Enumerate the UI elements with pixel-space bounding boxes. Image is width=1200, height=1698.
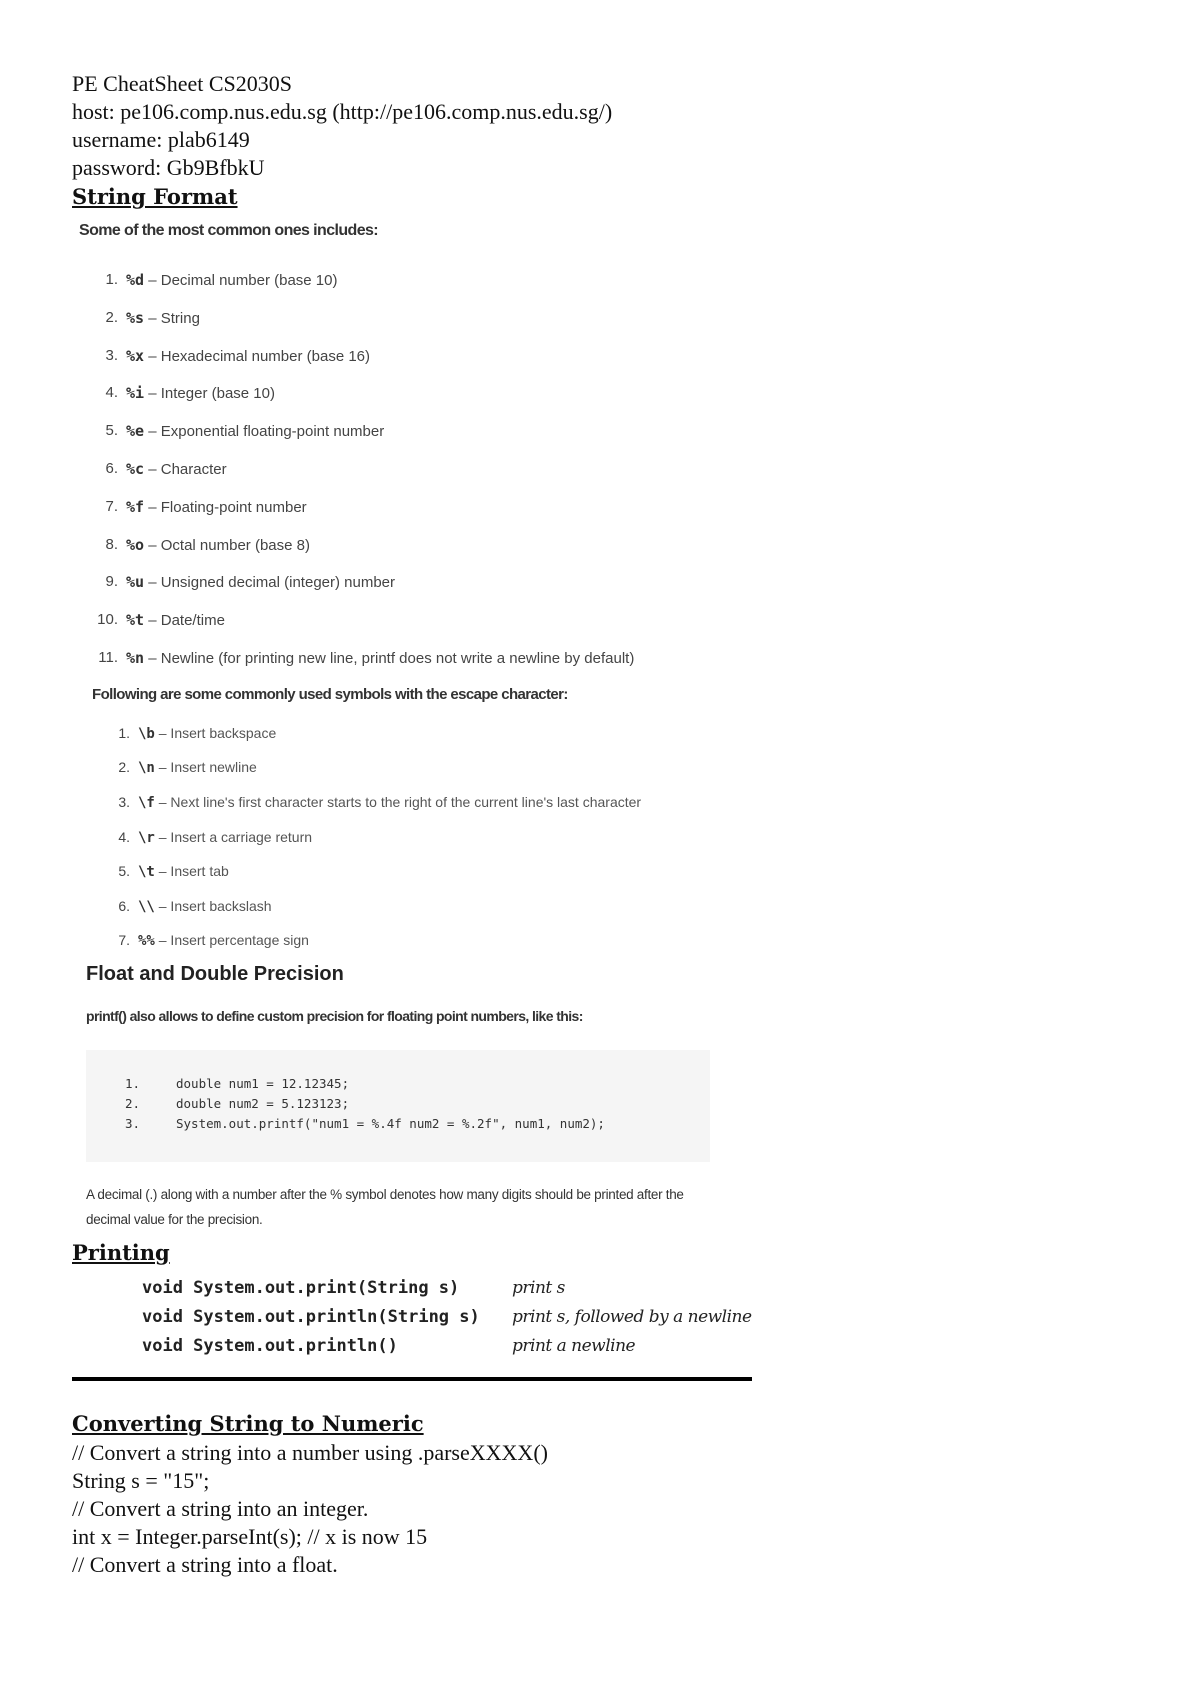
list-item: 11. %n – Newline (for printing new line, printf does not write a newline by default) bbox=[98, 648, 635, 667]
list-item: 6. \\ – Insert backslash bbox=[118, 897, 272, 915]
precision-note: A decimal (.) along with a number after the % symbol denotes how many digits should be printed after the decimal value for the precision. bbox=[86, 1186, 684, 1227]
specifier-desc: – Floating-point number bbox=[144, 498, 307, 516]
body-line: String s = "15"; bbox=[72, 1467, 210, 1493]
list-item: 2. \n – Insert newline bbox=[118, 759, 257, 777]
list-item: 5. \t – Insert tab bbox=[118, 863, 229, 881]
escape-code: %% bbox=[138, 933, 155, 950]
table-row bbox=[142, 1274, 1132, 1303]
specifier-list bbox=[72, 262, 1132, 678]
specifier-desc: – Date/time bbox=[144, 612, 225, 630]
method-description: print a newline bbox=[512, 1335, 636, 1356]
string-format-screenshot bbox=[79, 222, 1132, 959]
specifier-desc: – Character bbox=[144, 460, 227, 478]
method-description: print s bbox=[512, 1277, 565, 1298]
body-line: // Convert a string into a number using .parseXXXX() bbox=[72, 1439, 548, 1465]
escape-desc: – Insert newline bbox=[154, 759, 257, 776]
list-item: 7. %% – Insert percentage sign bbox=[118, 932, 309, 950]
escape-code: \b bbox=[138, 725, 155, 742]
specifiers-intro: Some of the most common ones includes: bbox=[79, 222, 379, 239]
specifier-code: %t bbox=[126, 611, 145, 630]
escape-code: \n bbox=[138, 760, 155, 777]
specifier-code: %u bbox=[126, 573, 145, 592]
body-line: // Convert a string into an integer. bbox=[72, 1495, 369, 1521]
code-block bbox=[86, 1050, 710, 1162]
specifier-code: %i bbox=[126, 384, 145, 403]
specifier-code: %n bbox=[126, 648, 145, 667]
list-item: 4. %i – Integer (base 10) bbox=[105, 384, 275, 403]
specifier-code: %o bbox=[126, 535, 145, 554]
list-item: 9. %u – Unsigned decimal (integer) number bbox=[105, 573, 396, 592]
specifier-code: %d bbox=[126, 271, 145, 289]
body-line: int x = Integer.parseInt(s); // x is now 15 bbox=[72, 1523, 428, 1549]
escape-desc: – Insert tab bbox=[154, 863, 229, 880]
list-item: 3. \f – Next line's first character starts to the right of the current line's last character bbox=[118, 793, 642, 811]
table-row bbox=[142, 1303, 1132, 1332]
list-item: 6. %c – Character bbox=[105, 459, 227, 478]
escape-desc: – Insert a carriage return bbox=[154, 828, 313, 845]
specifier-desc: – Integer (base 10) bbox=[144, 385, 275, 403]
converting-heading: Converting String to Numeric bbox=[72, 1410, 424, 1436]
method-signature: void System.out.println() bbox=[142, 1335, 398, 1356]
escape-intro: Following are some commonly used symbols with the escape character: bbox=[92, 685, 568, 703]
table-row bbox=[142, 1332, 1132, 1361]
escape-desc: – Insert backslash bbox=[154, 897, 272, 914]
specifier-desc: – Unsigned decimal (integer) number bbox=[144, 574, 396, 592]
specifier-desc: – Hexadecimal number (base 16) bbox=[144, 347, 371, 365]
list-item: 3. %x – Hexadecimal number (base 16) bbox=[105, 346, 371, 365]
list-item: 4. \r – Insert a carriage return bbox=[118, 828, 313, 846]
specifier-desc: – Newline (for printing new line, printf does not write a newline by default) bbox=[144, 649, 635, 667]
escape-code: \t bbox=[138, 864, 155, 881]
specifier-desc: – String bbox=[144, 309, 200, 327]
escape-desc: – Insert percentage sign bbox=[154, 932, 309, 949]
list-item: 1. %d – Decimal number (base 10) bbox=[105, 271, 338, 289]
horizontal-rule bbox=[72, 1377, 752, 1381]
specifier-code: %s bbox=[126, 308, 145, 327]
specifier-code: %e bbox=[126, 422, 145, 441]
method-description: print s, followed by a newline bbox=[512, 1306, 752, 1327]
method-signature: void System.out.println(String s) bbox=[142, 1306, 480, 1327]
specifier-desc: – Decimal number (base 10) bbox=[144, 272, 338, 289]
precision-intro: printf() also allows to define custom precision for floating point numbers, like this: bbox=[86, 1007, 583, 1024]
username-line: username: plab6149 bbox=[72, 127, 250, 152]
list-item: 2. %s – String bbox=[105, 308, 200, 327]
specifier-desc: – Octal number (base 8) bbox=[144, 536, 310, 554]
code-line: 2. double num2 = 5.123123; bbox=[124, 1095, 350, 1111]
document-page bbox=[72, 70, 1132, 1579]
printing-heading: Printing bbox=[72, 1239, 170, 1265]
code-line: 3. System.out.printf("num1 = %.4f num2 = %.2f", num1, num2); bbox=[124, 1115, 605, 1131]
specifier-desc: – Exponential floating-point number bbox=[144, 423, 385, 441]
specifier-code: %x bbox=[126, 346, 145, 365]
list-item: 8. %o – Octal number (base 8) bbox=[105, 535, 310, 554]
escape-code: \r bbox=[138, 829, 155, 846]
list-item: 5. %e – Exponential floating-point number bbox=[105, 422, 385, 441]
escape-code: \\ bbox=[138, 898, 155, 915]
list-item: 10. %t – Date/time bbox=[97, 611, 225, 630]
escape-desc: – Next line's first character starts to the right of the current line's last character bbox=[154, 793, 642, 810]
host-line: host: pe106.comp.nus.edu.sg (http://pe106.comp.nus.edu.sg/) bbox=[72, 99, 613, 124]
precision-screenshot bbox=[86, 963, 1132, 1232]
specifier-code: %f bbox=[126, 497, 145, 516]
string-format-heading: String Format bbox=[72, 184, 238, 209]
password-line: password: Gb9BfbkU bbox=[72, 155, 265, 180]
doc-title: PE CheatSheet CS2030S bbox=[72, 71, 293, 96]
printing-table bbox=[142, 1274, 1132, 1361]
method-signature: void System.out.print(String s) bbox=[142, 1277, 460, 1298]
escape-code: \f bbox=[138, 794, 155, 811]
escape-list bbox=[82, 717, 1132, 959]
specifier-code: %c bbox=[126, 459, 145, 478]
code-line: 1. double num1 = 12.12345; bbox=[124, 1075, 350, 1091]
list-item: 7. %f – Floating-point number bbox=[105, 497, 307, 516]
list-item: 1. \b – Insert backspace bbox=[118, 724, 277, 742]
precision-heading: Float and Double Precision bbox=[86, 962, 344, 985]
body-line: // Convert a string into a float. bbox=[72, 1551, 338, 1577]
escape-desc: – Insert backspace bbox=[154, 724, 277, 741]
